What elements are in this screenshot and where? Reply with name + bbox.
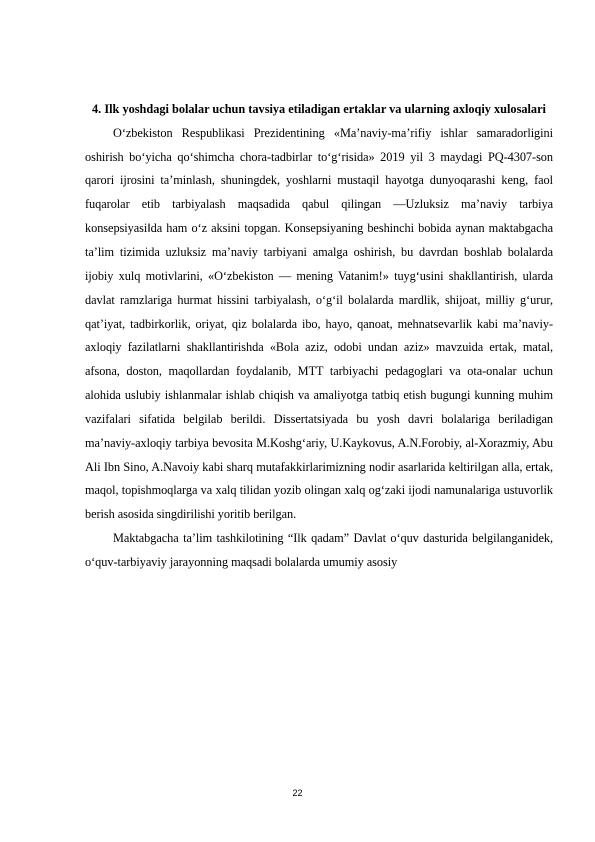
section-heading: 4. Ilk yoshdagi bolalar uchun tavsiya etiladigan ertaklar va ularning axloqiy xulosalari <box>92 102 546 116</box>
page-number: 22 <box>292 788 303 798</box>
paragraph-1: O‘zbekiston Respublikasi Prezidentining «Ma’naviy-ma’rifiy ishlar samaradorligini oshirish bo‘yicha qo‘shimcha chora-tadbirlar to‘g‘risida» 2019 yil 3 maydagi PQ-4307-son qarori ijrosini ta’minlash, shuningdek, yoshlarni mustaqil hayotga dunyoqarashi keng, faol fuqarolar etib tarbiyalash maqsadida qabul qilingan ―Uzluksiz ma’naviy tarbiya konsepsiyasi‖da ham o‘z aksini topgan. Konsepsiyaning beshinchi bobida aynan maktabgacha ta’lim tizimida uzluksiz ma’naviy tarbiyani amalga oshirish, bu davrdan boshlab bolalarda ijobiy xulq motivlarini, «O‘zbekiston — mening Vatanim!» tuyg‘usini shakllantirish, ularda davlat ramzlariga hurmat hissini tarbiyalash, o‘g‘il bolalarda mardlik, shijoat, milliy g‘urur, qat’iyat, tadbirkorlik, oriyat, qiz bolalarda ibo, hayo, qanoat, mehnatsevarlik kabi ma’naviy-axloqiy fazilatlarni shakllantirishda «Bola aziz, odobi undan aziz» mavzuida ertak, matal, afsona, doston, maqollardan foydalanib, MTT tarbiyachi pedagoglari va ota-onalar uchun alohida uslubiy ishlanmalar ishlab chiqish va amaliyotga tatbiq etish bugungi kunning muhim vazifalari sifatida belgilab berildi. Dissertatsiyada bu yosh davri bolalariga beriladigan ma’naviy-axloqiy tarbiya bevosita M.Koshg‘ariy, U.Kaykovus, A.N.Forobiy, al-Xorazmiy, Abu Ali Ibn Sino, A.Navoiy kabi sharq mutafakkirlarimizning nodir asarlarida keltirilgan alla, ertak, maqol, topishmoqlarga va xalq tilidan yozib olingan xalq og‘zaki ijodi namunalariga ustuvorlik berish asosida singdirilishi yoritib berilgan. <box>85 125 553 522</box>
paragraph-2: Maktabgacha ta’lim tashkilotining “Ilk qadam” Davlat o‘quv dasturida belgilanganidek, o‘quv-tarbiyaviy jarayonning maqsadi bolalarda umumiy asosiy <box>85 531 553 569</box>
document-body <box>85 98 553 575</box>
